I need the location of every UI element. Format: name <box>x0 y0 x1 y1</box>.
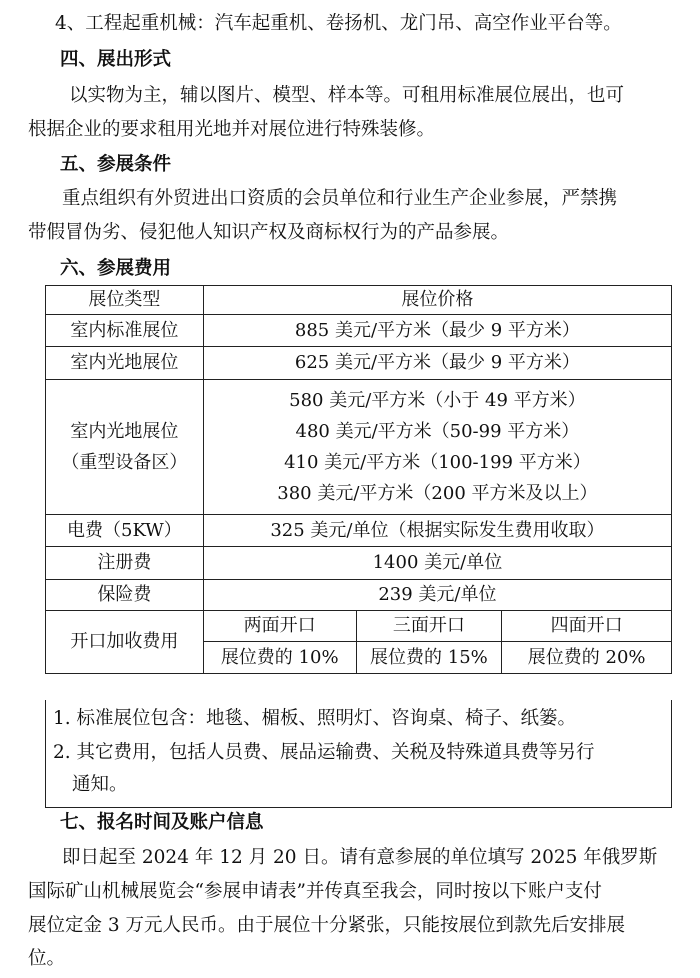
table-row-registration <box>46 547 672 580</box>
list-item-lifting-machinery: 4、工程起重机械：汽车起重机、卷扬机、龙门吊、高空作业平台等。 <box>55 13 622 34</box>
paragraph-registration-line4: 位。 <box>28 948 66 969</box>
fee-table <box>45 285 672 674</box>
header-booth-type: 展位类型 <box>46 286 204 315</box>
heavy-price-tier3: 410 美元/平方米（100-199 平方米） <box>284 452 591 473</box>
paragraph-conditions-line1: 重点组织有外贸进出口资质的会员单位和行业生产企业参展，严禁携 <box>62 188 618 209</box>
section-heading-fees: 六、参展费用 <box>60 258 172 279</box>
paragraph-exhibition-form-line1: 以实物为主，辅以图片、模型、样本等。可租用标准展位展出，也可 <box>69 85 625 106</box>
section-heading-conditions: 五、参展条件 <box>60 154 172 175</box>
cell-raw-space-type: 室内光地展位 <box>46 347 204 380</box>
paragraph-registration-line2: 国际矿山机械展览会“参展申请表”并传真至我会，同时按以下账户支付 <box>28 881 602 902</box>
heavy-type-line1: 室内光地展位 <box>70 421 179 442</box>
table-row-standard-booth <box>46 315 672 347</box>
cell-three-side-fee: 展位费的 15% <box>356 642 502 674</box>
cell-two-side-open: 两面开口 <box>203 611 356 642</box>
heavy-price-tier2: 480 美元/平方米（50-99 平方米） <box>295 421 580 442</box>
table-row-heavy-equipment <box>46 380 672 515</box>
cell-electricity-price: 325 美元/单位（根据实际发生费用收取） <box>203 515 671 547</box>
table-row-insurance <box>46 580 672 611</box>
cell-heavy-equipment-type <box>46 380 204 515</box>
header-booth-price: 展位价格 <box>203 286 671 315</box>
table-row-opening-labels <box>46 611 672 642</box>
section-heading-exhibition-form: 四、展出形式 <box>60 49 172 70</box>
heavy-price-tier1: 580 美元/平方米（小于 49 平方米） <box>289 390 586 411</box>
paragraph-registration-line1: 即日起至 2024 年 12 月 20 日。请有意参展的单位填写 2025 年俄罗斯 <box>62 847 658 868</box>
cell-raw-space-price: 625 美元/平方米（最少 9 平方米） <box>203 347 671 380</box>
table-row-header <box>46 286 672 315</box>
cell-two-side-fee: 展位费的 10% <box>203 642 356 674</box>
note-standard-booth-includes: 1. 标准展位包含：地毯、楣板、照明灯、咨询桌、椅子、纸篓。 <box>53 708 577 729</box>
paragraph-conditions-line2: 带假冒伪劣、侵犯他人知识产权及商标权行为的产品参展。 <box>28 222 510 243</box>
cell-heavy-equipment-prices <box>203 380 671 515</box>
cell-standard-booth-price: 885 美元/平方米（最少 9 平方米） <box>203 315 671 347</box>
table-row-raw-space <box>46 347 672 380</box>
cell-four-side-open: 四面开口 <box>502 611 672 642</box>
paragraph-exhibition-form-line2: 根据企业的要求租用光地并对展位进行特殊装修。 <box>28 119 436 140</box>
note-other-fees-line1: 2. 其它费用，包括人员费、展品运输费、关税及特殊道具费等另行 <box>53 742 595 763</box>
paragraph-registration-line3: 展位定金 3 万元人民币。由于展位十分紧张，只能按展位到款先后安排展 <box>28 915 626 936</box>
cell-registration-price: 1400 美元/单位 <box>203 547 671 580</box>
heavy-price-tier4: 380 美元/平方米（200 平方米及以上） <box>277 483 598 504</box>
cell-four-side-fee: 展位费的 20% <box>502 642 672 674</box>
cell-electricity-type: 电费（5KW） <box>46 515 204 547</box>
cell-insurance-price: 239 美元/单位 <box>203 580 671 611</box>
table-row-electricity <box>46 515 672 547</box>
cell-registration-type: 注册费 <box>46 547 204 580</box>
cell-standard-booth-type: 室内标准展位 <box>46 315 204 347</box>
note-other-fees-line2: 通知。 <box>72 774 128 795</box>
cell-insurance-type: 保险费 <box>46 580 204 611</box>
cell-opening-surcharge-type: 开口加收费用 <box>46 611 204 674</box>
cell-three-side-open: 三面开口 <box>356 611 502 642</box>
heavy-type-line2: （重型设备区） <box>61 452 188 473</box>
section-heading-registration: 七、报名时间及账户信息 <box>60 812 264 833</box>
fee-notes-box <box>45 700 672 808</box>
